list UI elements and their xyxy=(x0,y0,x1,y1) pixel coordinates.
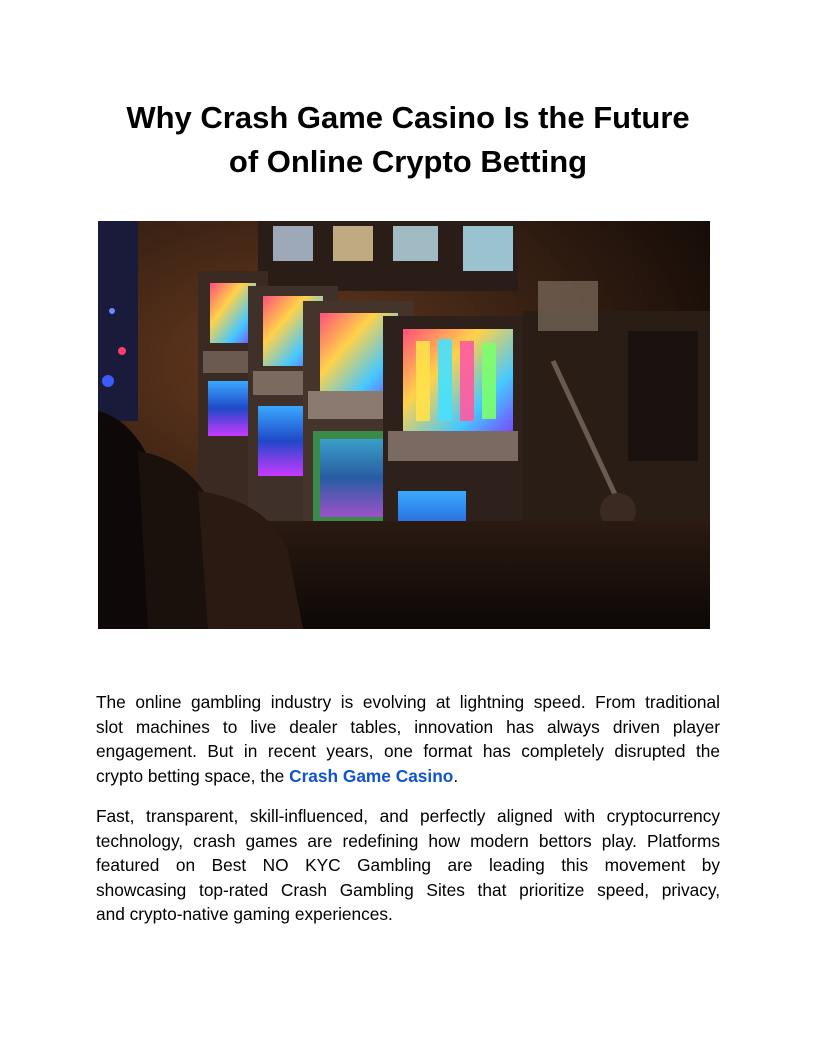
casino-slot-machines-image xyxy=(98,221,710,629)
crash-game-casino-link[interactable]: Crash Game Casino xyxy=(289,765,454,786)
paragraph-line: featured on Best NO KYC Gambling are leading this movement by xyxy=(96,855,720,876)
paragraph-line: slot machines to live dealer tables, innovation has always driven player xyxy=(96,716,720,737)
title-line-2: of Online Crypto Betting xyxy=(228,144,588,179)
paragraph-line: showcasing top-rated Crash Gambling Sites that prioritize speed, privacy, xyxy=(96,879,720,900)
paragraph-text: crypto betting space, the xyxy=(96,765,290,786)
paragraph-line xyxy=(96,764,720,789)
paragraph-line: engagement. But in recent years, one format has completely disrupted the xyxy=(96,741,720,762)
intro-paragraph xyxy=(96,690,720,788)
document-title xyxy=(96,96,720,184)
paragraph-line: and crypto-native gaming experiences. xyxy=(96,904,393,925)
paragraph-line: Fast, transparent, skill-influenced, and perfectly aligned with cryptocurrency xyxy=(96,806,720,826)
paragraph-line: The online gambling industry is evolving at lightning speed. From traditional xyxy=(96,692,720,712)
title-line-1: Why Crash Game Casino Is the Future xyxy=(126,100,690,135)
paragraph-text: . xyxy=(453,765,459,786)
paragraph-line: technology, crash games are redefining how modern bettors play. Platforms xyxy=(96,830,720,851)
crash-games-paragraph xyxy=(96,804,720,927)
